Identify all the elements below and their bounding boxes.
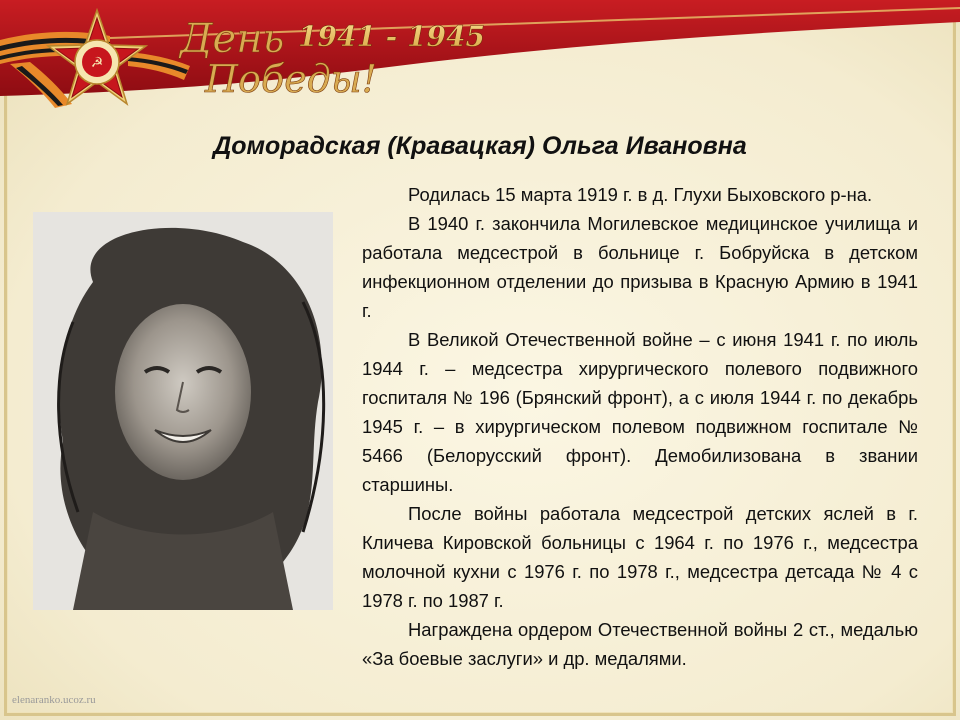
banner-pobedy: Победы! [205,57,378,101]
page-title: Доморадская (Кравацкая) Ольга Ивановна [213,132,747,160]
bio-paragraph-war: В Великой Отечественной войне – с июня 1941 г. по июль 1944 г. – медсестра хирургического полевого подвижного госпиталя № 196 (Брянский фронт), а с июля 1944 г. по декабрь 1945 г. – в хирургическом полевом подвижном госпитале № 5466 (Белорусский фронт). Демобилизована в звании старшины. [362,329,918,495]
bio-paragraph-birth: Родилась 15 марта 1919 г. в д. Глухи Быховского р-на. [408,184,873,205]
svg-text:☭: ☭ [90,55,104,71]
bio-paragraph-awards: Награждена ордером Отечественной войны 2 ст., медалью «За боевые заслуги» и др. медалями. [362,619,918,669]
bio-paragraph-education: В 1940 г. закончила Могилевское медицинское училища и работала медсестрой в больнице г. Бобруйска в детском инфекционном отделении до призыва в Красную Армию в 1941 г. [362,213,918,321]
bio-paragraph-postwar: После войны работала медсестрой детских яслей в г. Кличева Кировской больницы с 1964 г. по 1976 г., медсестра молочной кухни с 1976 г. по 1978 г., медсестра детсада № 4 с 1978 г. по 1987 г. [362,503,918,611]
portrait-photo [33,212,333,610]
banner-years: 1941 - 1945 [298,20,485,53]
header-banner [0,0,960,112]
biography-text [362,180,918,673]
banner-den: День [180,16,285,62]
watermark: elenaranko.ucoz.ru [12,694,96,706]
